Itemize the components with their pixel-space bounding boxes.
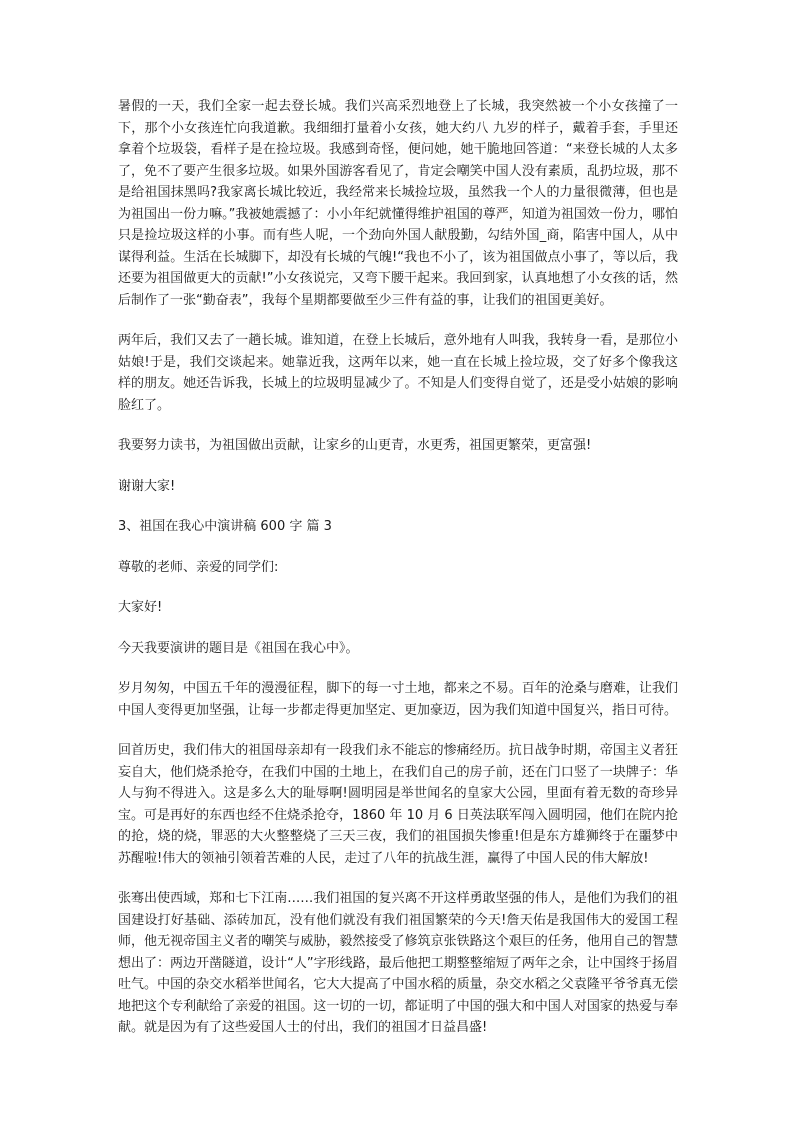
paragraph-heroes: 张骞出使西域，郑和七下江南……我们祖国的复兴离不开这样勇敢坚强的伟人，是他们为我们的祖国建设打好基础、添砖加瓦，没有他们就没有我们祖国繁荣的今天!詹天佑是我国伟大的爱国工程师，他无视帝国主义者的嘲笑与威胁，毅然接受了修筑京张铁路这个艰巨的任务，他用自己的智慧想出了：两边开凿隧道，设计“人”字形线路，最后他把工期整整缩短了两年之余，让中国终于扬眉吐气。中国的杂交水稻举世闻名，它大大提高了中国水稻的质量，杂交水稻之父袁隆平爷爷真无偿地把这个专利献给了亲爱的祖国。这一切的一切，都证明了中国的强大和中国人对国家的热爱与奉献。就是因为有了这些爱国人士的付出，我们的祖国才日益昌盛! xyxy=(118,891,678,1035)
paragraph-resolution: 我要努力读书，为祖国做出贡献，让家乡的山更青，水更秀，祖国更繁荣，更富强! xyxy=(118,438,592,453)
paragraph-greeting: 大家好! xyxy=(118,600,163,615)
paragraph-great-wall-story: 暑假的一天，我们全家一起去登长城。我们兴高采烈地登上了长城，我突然被一个小女孩撞了一下，那个小女孩连忙向我道歉。我细细打量着小女孩，她大约八 九岁的样子，戴着手套，手里还拿着个垃圾袋，看样子是在捡垃圾。我感到奇怪，便问她，她干脆地回答道：“来登长城的人太多了，免不了要产生很多垃圾。如果外国游客看见了，肯定会嘲笑中国人没有素质，乱扔垃圾，那不是给祖国抹黑吗?我家离长城比较近，我经常来长城捡垃圾，虽然我一个人的力量很微薄，但也是为祖国出一份力嘛。”我被她震撼了：小小年纪就懂得维护祖国的尊严，知道为祖国效一份力，哪怕只是捡垃圾这样的小事。而有些人呢，一个劲向外国人献殷勤，勾结外国_商，陷害中国人，从中谋得利益。生活在长城脚下，却没有长城的气魄!“我也不小了，该为祖国做点小事了，等以后，我还要为祖国做更大的贡献!”小女孩说完，又弯下腰干起来。我回到家，认真地想了小女孩的话，然后制作了一张“勤奋表”，我每个星期都要做至少三件有益的事，让我们的祖国更美好。 xyxy=(118,99,678,308)
section-heading: 3、祖国在我心中演讲稿 600 字 篇 3 xyxy=(118,519,332,534)
document-page xyxy=(118,96,678,1039)
paragraph-topic: 今天我要演讲的题目是《祖国在我心中》。 xyxy=(118,640,359,656)
paragraph-two-years-later: 两年后，我们又去了一趟长城。谁知道，在登上长城后，意外地有人叫我，我转身一看，是那位小姑娘!于是，我们交谈起来。她靠近我，这两年以来，她一直在长城上捡垃圾，交了好多个像我这样的朋友。她还告诉我，长城上的垃圾明显减少了。不知是人们变得自觉了，还是受小姑娘的影响脸红了。 xyxy=(118,333,678,413)
paragraph-thanks: 谢谢大家! xyxy=(118,478,176,494)
paragraph-salutation: 尊敬的老师、亲爱的同学们: xyxy=(118,559,279,575)
paragraph-years-pass: 岁月匆匆，中国五千年的漫漫征程，脚下的每一寸土地，都来之不易。百年的沧桑与磨难，让我们中国人变得更加坚强，让每一步都走得更加坚定、更加豪迈，因为我们知道中国复兴，指日可待。 xyxy=(118,681,678,718)
paragraph-history: 回首历史，我们伟大的祖国母亲却有一段我们永不能忘的惨痛经历。抗日战争时期，帝国主义者狂妄自大，他们烧杀抢夺，在我们中国的土地上，在我们自己的房子前，还在门口竖了一块牌子：华人与狗不得进入。这是多么大的耻辱啊!圆明园是举世闻名的皇家大公园，里面有着无数的奇珍异宝。可是再好的东西也经不住烧杀抢夺，1860 年 10 月 6 日英法联军闯入圆明园，他们在院内抢的抢，烧的烧，罪恶的大火整整烧了三天三夜，我们的祖国损失惨重!但是东方雄狮终于在噩梦中苏醒啦!伟大的领袖引领着苦难的人民，走过了八年的抗战生涯，赢得了中国人民的伟大解放! xyxy=(118,743,678,866)
